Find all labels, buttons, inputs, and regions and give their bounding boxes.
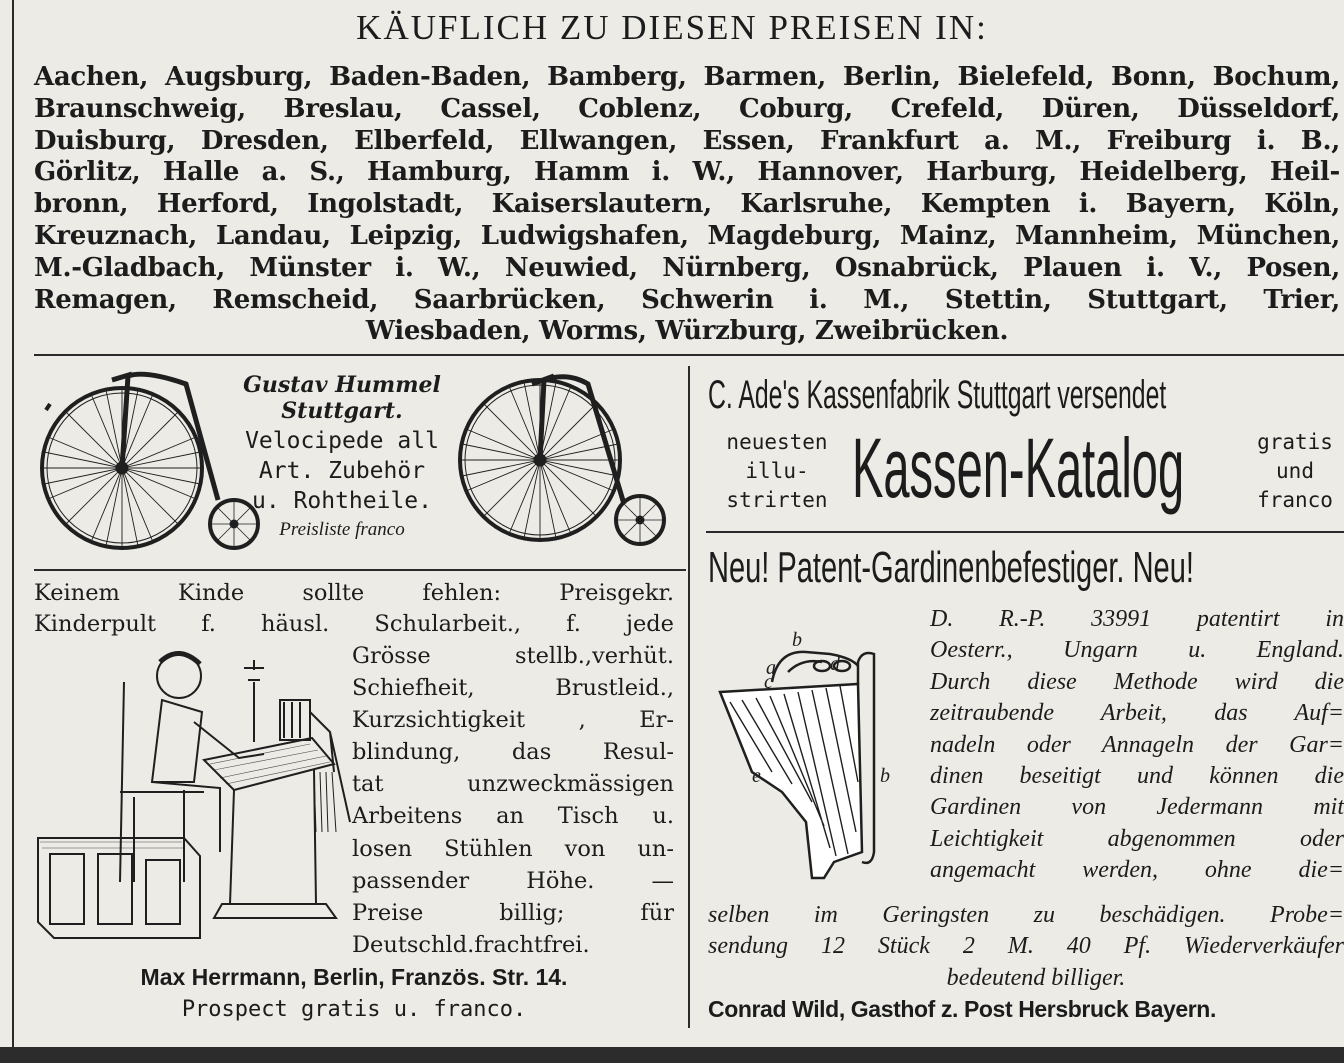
- kinderpult-footer: Prospect gratis u. franco.: [181, 997, 527, 1022]
- ade-headline: C. Ade's Kassenfabrik Stuttgart versendet: [708, 373, 1167, 417]
- gardinen-text-line: D. R.-P. 33991 patentirt in: [930, 606, 1344, 632]
- ade-right-line: gratis: [1257, 430, 1333, 454]
- gardinen-text-line: Leichtigkeit abgenommen oder: [930, 825, 1344, 852]
- kinderpult-text-line: losen Stühlen von un-: [352, 835, 674, 862]
- fig-label-d: d: [830, 653, 840, 675]
- hummel-city: Stuttgart.: [281, 398, 403, 424]
- fig-label-b-right: b: [880, 765, 890, 787]
- ade-left-line: neuesten: [726, 430, 828, 454]
- gardinen-text-line: sendung 12 Stück 2 M. 40 Pf. Wiederverkäufer: [708, 933, 1344, 960]
- gardinen-text-line: bedeutend billiger.: [946, 964, 1126, 991]
- gardinen-text-line: dinen beseitigt und können die: [930, 763, 1344, 790]
- ade-catalog-title: Kassen-Katalog: [852, 421, 1185, 515]
- fig-label-e: e: [752, 765, 761, 787]
- gardinen-text-line: Oesterr., Ungarn u. England.: [930, 637, 1344, 664]
- city-line: Aachen, Augsburg, Baden-Baden, Bamberg, Barmen, Berlin, Bielefeld, Bonn, Bochum,: [34, 62, 1340, 92]
- hummel-footer: Preisliste franco: [279, 519, 405, 540]
- fig-label-b-top: b: [792, 629, 802, 651]
- kinderpult-line2: Kinderpult f. häusl. Schularbeit., f. jede: [34, 611, 674, 637]
- divider-top: [34, 354, 1344, 356]
- kinderpult-line1: Keinem Kinde sollte fehlen: Preisgekr.: [34, 580, 674, 606]
- gardinen-headline: Neu! Patent-Gardinenbefestiger. Neu!: [708, 543, 1194, 592]
- fig-label-a: a: [766, 657, 776, 679]
- curtain-fastener-illustration: [712, 622, 916, 886]
- hummel-line: Art. Zubehör: [258, 458, 426, 484]
- gardinen-text-line: selben im Geringsten zu beschädigen. Probe=: [708, 902, 1344, 928]
- city-line: Remagen, Remscheid, Saarbrücken, Schwerin i. M., Stettin, Stuttgart, Trier,: [34, 284, 1340, 315]
- kinderpult-text-line: Deutschld.frachtfrei.: [352, 931, 590, 958]
- gardinen-right-text: [930, 604, 1344, 887]
- kinderpult-seller: Max Herrmann, Berlin, Französ. Str. 14.: [140, 964, 568, 990]
- ade-left-text: [702, 428, 852, 515]
- city-line: Kreuznach, Landau, Leipzig, Ludwigshafen, Magdeburg, Mainz, Mannheim, München,: [34, 220, 1340, 251]
- column-divider: [688, 366, 690, 1028]
- kinderpult-text-line: Grösse stellb.,verhüt.: [352, 643, 674, 669]
- gardinen-text-line: Gardinen von Jedermann mit: [930, 794, 1344, 821]
- city-line: Görlitz, Halle a. S., Hamburg, Hamm i. W., Hannover, Harburg, Heidelberg, Heil-: [34, 157, 1340, 188]
- ade-left-line: strirten: [726, 488, 828, 512]
- gardinen-full-text: [708, 900, 1344, 994]
- city-list: [34, 62, 1340, 348]
- hummel-line: u. Rohtheile.: [251, 488, 432, 514]
- gardinen-text-line: zeitraubende Arbeit, das Auf=: [930, 700, 1344, 727]
- fig-label-c: c: [764, 671, 773, 693]
- gardinen-seller: Conrad Wild, Gasthof z. Post Hersbruck Bayern.: [708, 996, 1216, 1022]
- city-line: Wiesbaden, Worms, Würzburg, Zweibrücken.: [365, 316, 1009, 347]
- kinderpult-text-line: Kurzsichtigkeit , Er-: [352, 707, 674, 734]
- kinderpult-text-line: Schiefheit, Brustleid.,: [352, 675, 674, 702]
- kinderpult-text-line: passender Höhe. —: [352, 867, 674, 894]
- divider-left-mid: [34, 569, 686, 571]
- hummel-ad-text: [196, 372, 488, 544]
- page-header: KÄUFLICH ZU DIESEN PREISEN IN:: [356, 8, 988, 47]
- city-line: bronn, Herford, Ingolstadt, Kaiserslautern, Karlsruhe, Kempten i. Bayern, Köln,: [34, 189, 1340, 220]
- hummel-name: Gustav Hummel: [243, 372, 441, 398]
- ade-right-line: und: [1276, 459, 1314, 483]
- ade-right-text: [1240, 428, 1344, 515]
- gardinen-text-line: nadeln oder Annageln der Gar=: [930, 731, 1344, 758]
- kinderpult-text-line: Arbeitens an Tisch u.: [352, 803, 674, 830]
- bottom-rule: [0, 1047, 1344, 1063]
- kinderpult-right-text: [352, 640, 674, 961]
- ade-left-line: illu-: [745, 459, 809, 483]
- kinderpult-text-line: tat unzweckmässigen: [352, 771, 674, 798]
- city-line: Duisburg, Dresden, Elberfeld, Ellwangen, Essen, Frankfurt a. M., Freiburg i. B.,: [34, 125, 1340, 156]
- gardinen-text-line: angemacht werden, ohne die=: [930, 857, 1344, 884]
- city-line: Braunschweig, Breslau, Cassel, Coblenz, Coburg, Crefeld, Düren, Düsseldorf,: [34, 93, 1340, 124]
- hummel-line: Velocipede all: [245, 428, 439, 454]
- ade-right-line: franco: [1257, 488, 1333, 512]
- kinderpult-text-line: Preise billig; für: [352, 899, 674, 926]
- city-line: M.-Gladbach, Münster i. W., Neuwied, Nürnberg, Osnabrück, Plauen i. V., Posen,: [34, 252, 1340, 283]
- child-at-desk-illustration: [34, 642, 352, 944]
- left-border: [12, 0, 14, 1063]
- gardinen-text-line: Durch diese Methode wird die: [930, 668, 1344, 695]
- divider-right-mid: [706, 531, 1344, 533]
- kinderpult-text-line: blindung, das Resul-: [352, 739, 674, 766]
